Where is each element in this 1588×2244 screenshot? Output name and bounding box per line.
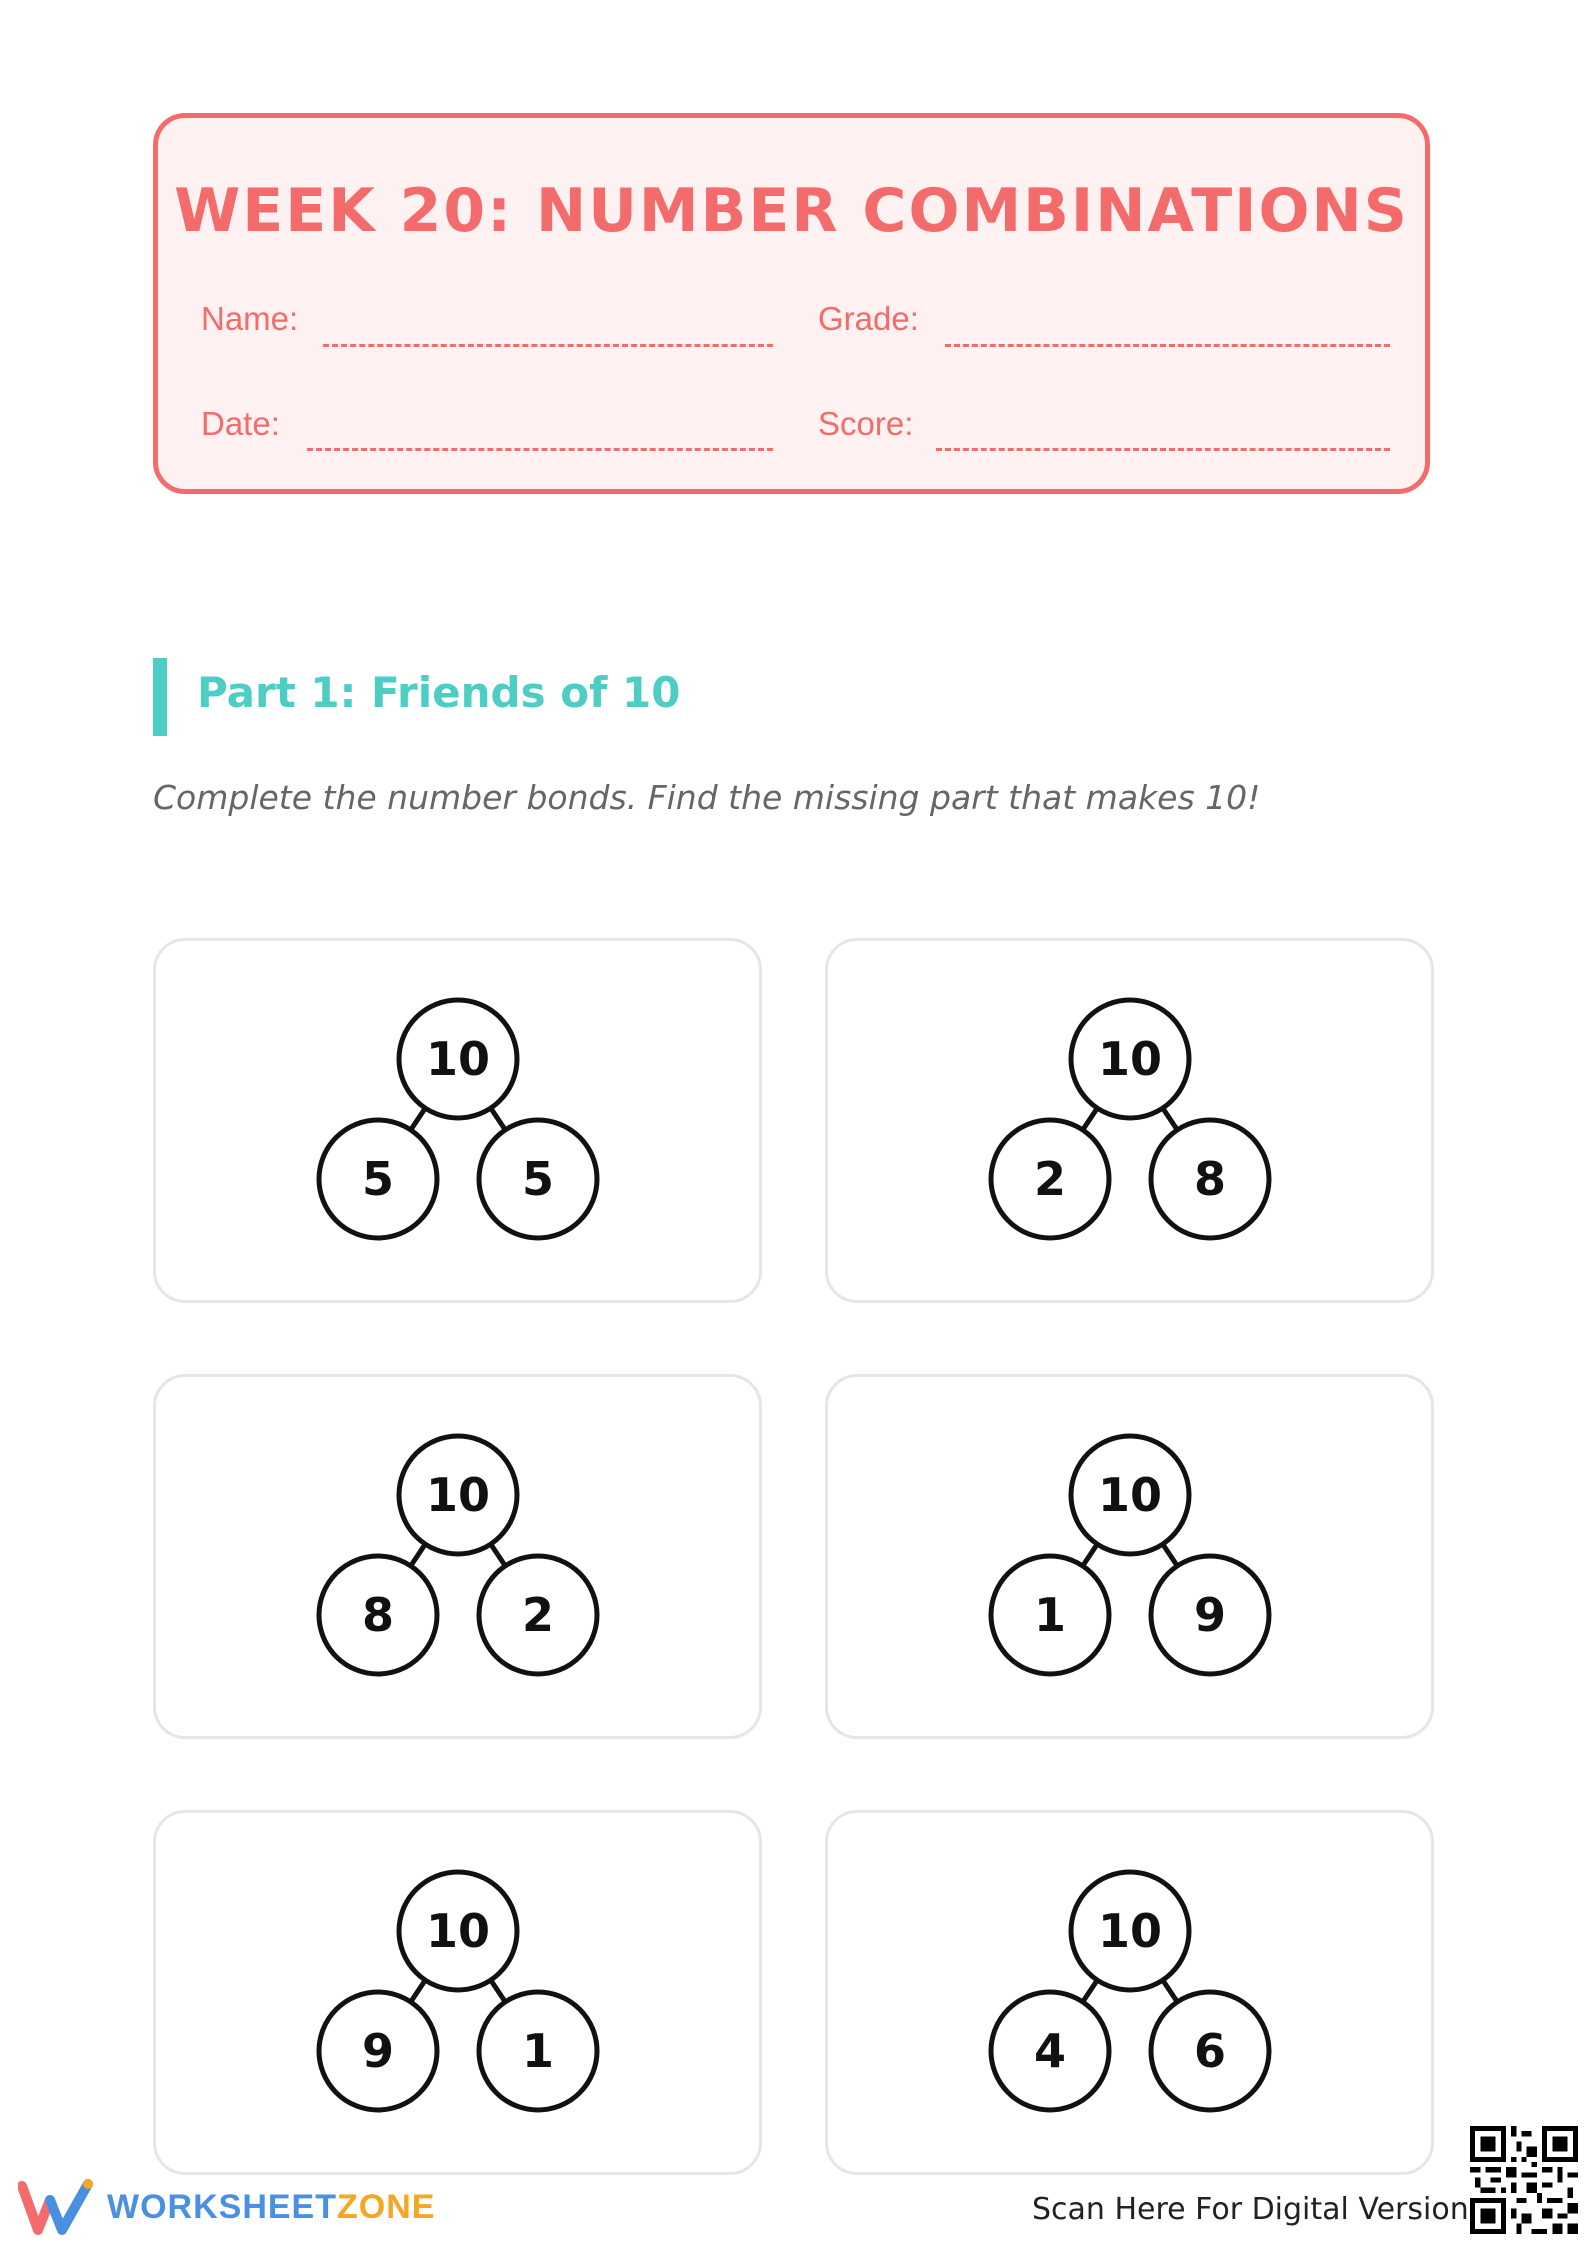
bond-connector-right bbox=[1163, 1980, 1178, 2002]
bond-whole bbox=[1071, 1872, 1189, 1990]
number-bond-card bbox=[153, 1374, 762, 1739]
bond-part-left-value: 5 bbox=[361, 1152, 395, 1206]
brand-part2: ZONE bbox=[337, 2188, 436, 2226]
bond-part-left bbox=[319, 1992, 437, 2110]
bond-part-right-value: 1 bbox=[521, 2024, 555, 2078]
bond-connector-left bbox=[411, 1980, 426, 2002]
brand-name[interactable] bbox=[107, 2188, 435, 2227]
grade-field[interactable] bbox=[945, 344, 1390, 347]
bond-part-left-value: 4 bbox=[1033, 2024, 1067, 2078]
bond-part-left-value: 2 bbox=[1033, 1152, 1067, 1206]
bond-part-left bbox=[991, 1992, 1109, 2110]
bond-whole-value: 10 bbox=[1097, 1032, 1163, 1086]
section-title: Part 1: Friends of 10 bbox=[197, 668, 681, 717]
bond-part-right-value: 9 bbox=[1193, 1588, 1227, 1642]
bond-whole bbox=[1071, 1436, 1189, 1554]
worksheet-header bbox=[153, 113, 1430, 494]
qr-code-icon[interactable] bbox=[1470, 2126, 1578, 2234]
score-field[interactable] bbox=[936, 448, 1390, 451]
bond-connector-right bbox=[491, 1544, 506, 1566]
name-label: Name: bbox=[201, 300, 299, 337]
bond-connector-left bbox=[1083, 1108, 1098, 1130]
bond-whole-value: 10 bbox=[425, 1904, 491, 1958]
bond-part-left bbox=[319, 1120, 437, 1238]
number-bond-diagram bbox=[828, 1813, 1437, 2178]
bond-whole-value: 10 bbox=[1097, 1468, 1163, 1522]
number-bond-card bbox=[825, 938, 1434, 1303]
date-label: Date: bbox=[201, 405, 280, 442]
worksheet-title: WEEK 20: NUMBER COMBINATIONS bbox=[174, 176, 1409, 246]
number-bond-card bbox=[153, 938, 762, 1303]
number-bond-diagram bbox=[828, 941, 1437, 1306]
bond-part-left-value: 1 bbox=[1033, 1588, 1067, 1642]
bond-whole-value: 10 bbox=[425, 1032, 491, 1086]
worksheetzone-logo-icon bbox=[18, 2178, 96, 2238]
number-bond-diagram bbox=[156, 1813, 765, 2178]
bond-connector-right bbox=[491, 1108, 506, 1130]
bond-part-left-value: 8 bbox=[361, 1588, 395, 1642]
name-field[interactable] bbox=[323, 344, 773, 347]
bond-whole bbox=[1071, 1000, 1189, 1118]
bond-part-left bbox=[991, 1120, 1109, 1238]
bond-connector-right bbox=[1163, 1108, 1178, 1130]
bond-part-left-value: 9 bbox=[361, 2024, 395, 2078]
instructions: Complete the number bonds. Find the missing part that makes 10! bbox=[153, 778, 1261, 817]
number-bond-card bbox=[825, 1374, 1434, 1739]
grade-label: Grade: bbox=[818, 300, 919, 337]
bond-whole bbox=[399, 1000, 517, 1118]
number-bond-card bbox=[825, 1810, 1434, 2175]
bond-connector-right bbox=[1163, 1544, 1178, 1566]
bond-whole-value: 10 bbox=[1097, 1904, 1163, 1958]
bond-connector-left bbox=[1083, 1980, 1098, 2002]
bond-part-right bbox=[1151, 1556, 1269, 1674]
bond-part-right-value: 8 bbox=[1193, 1152, 1227, 1206]
number-bond-diagram bbox=[156, 941, 765, 1306]
bond-whole bbox=[399, 1872, 517, 1990]
bond-whole-value: 10 bbox=[425, 1468, 491, 1522]
bond-connector-left bbox=[1083, 1544, 1098, 1566]
score-label: Score: bbox=[818, 405, 914, 442]
bond-part-right bbox=[479, 1120, 597, 1238]
number-bond-diagram bbox=[828, 1377, 1437, 1742]
bond-part-right-value: 5 bbox=[521, 1152, 555, 1206]
bond-whole bbox=[399, 1436, 517, 1554]
brand-part1: WORKSHEET bbox=[107, 2188, 337, 2226]
bond-part-right bbox=[479, 1992, 597, 2110]
bond-connector-right bbox=[491, 1980, 506, 2002]
bond-part-left bbox=[319, 1556, 437, 1674]
bond-connector-left bbox=[411, 1108, 426, 1130]
date-field[interactable] bbox=[307, 448, 773, 451]
bond-part-left bbox=[991, 1556, 1109, 1674]
bond-part-right-value: 6 bbox=[1193, 2024, 1227, 2078]
bond-part-right bbox=[1151, 1120, 1269, 1238]
bond-part-right bbox=[479, 1556, 597, 1674]
scan-caption: Scan Here For Digital Version bbox=[1032, 2192, 1469, 2227]
section-accent-bar bbox=[153, 658, 167, 736]
bond-part-right bbox=[1151, 1992, 1269, 2110]
bond-part-right-value: 2 bbox=[521, 1588, 555, 1642]
number-bond-diagram bbox=[156, 1377, 765, 1742]
bond-connector-left bbox=[411, 1544, 426, 1566]
number-bond-card bbox=[153, 1810, 762, 2175]
